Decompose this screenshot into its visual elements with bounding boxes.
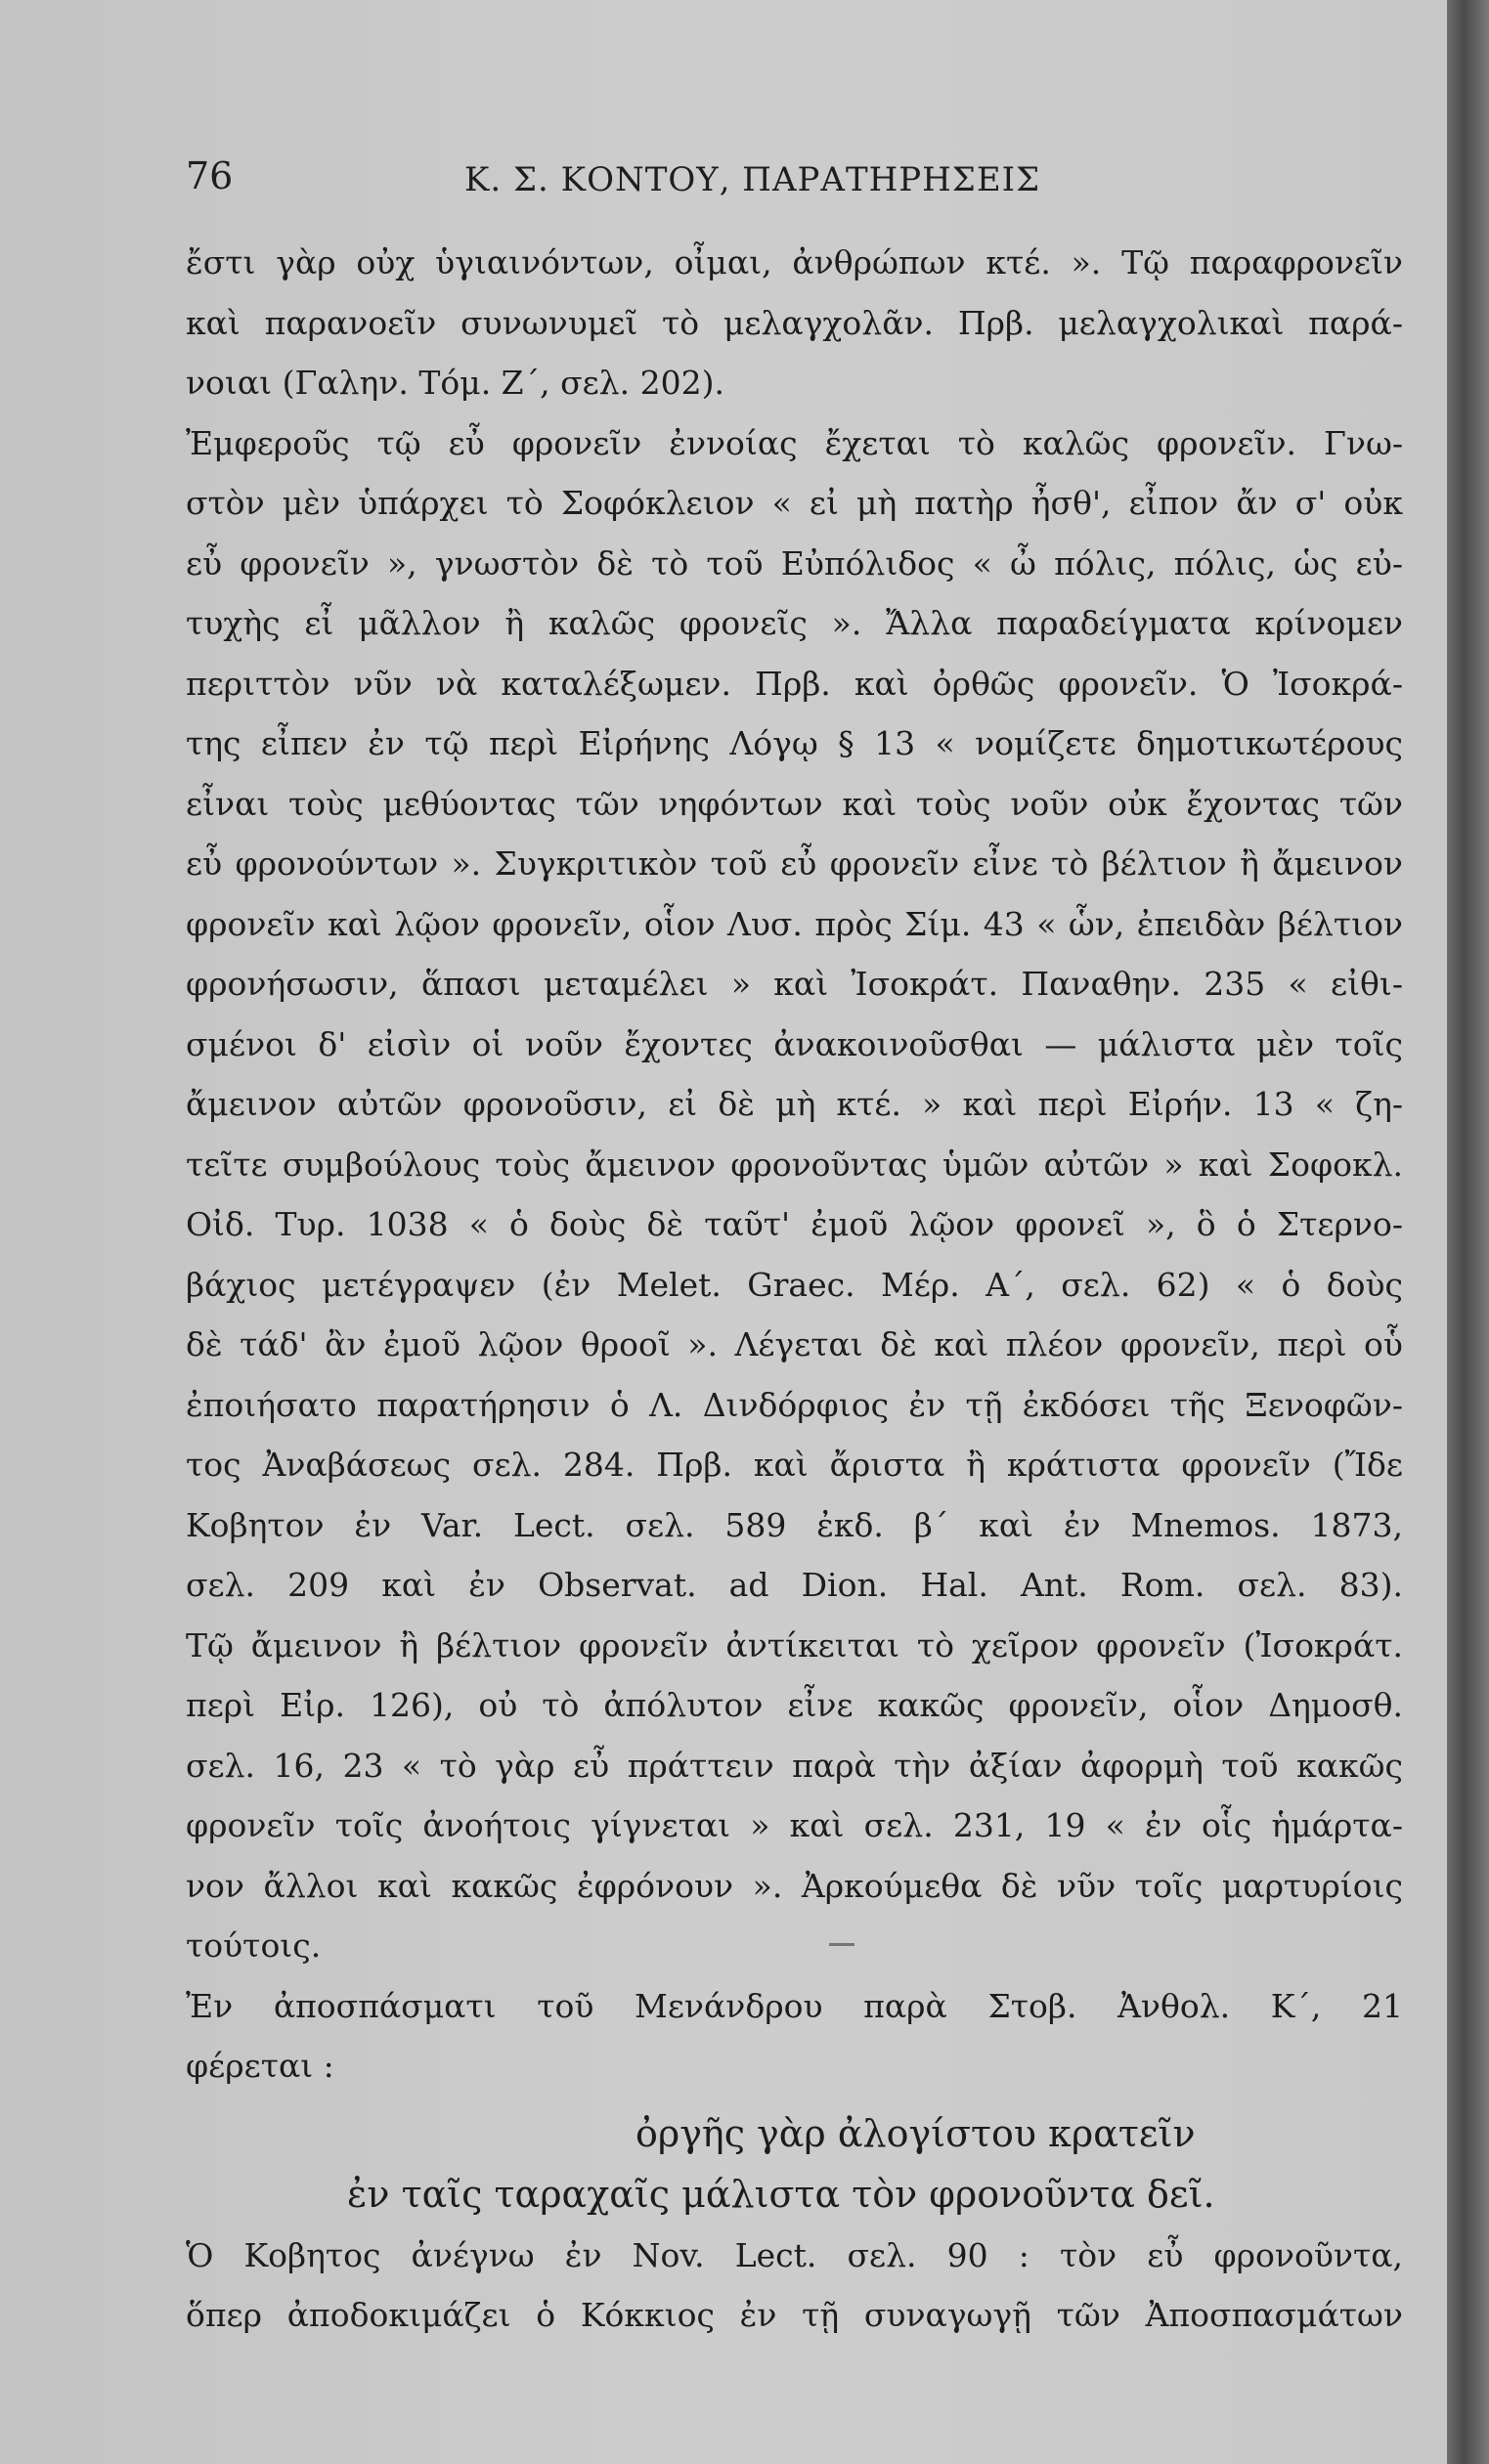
text-line: τεῖτε συμβούλους τοὺς ἄμεινον φρονοῦντας ὑμῶν αὐτῶν » καὶ Σοφοκλ. (186, 1145, 1403, 1184)
text-line: στὸν μὲν ὑπάρχει τὸ Σοφόκλειον « εἰ μὴ πατὴρ ἦσθ', εἶπον ἄν σ' οὐκ (186, 484, 1403, 522)
text-line: φρονεῖν τοῖς ἀνοήτοις γίγνεται » καὶ σελ. 231, 19 « ἐν οἷς ἡμάρτα- (186, 1806, 1403, 1844)
text-line: βάχιος μετέγραψεν (ἐν Melet. Graec. Μέρ. Α΄, σελ. 62) « ὁ δοὺς (186, 1265, 1403, 1304)
text-line: σελ. 16, 23 « τὸ γὰρ εὖ πράττειν παρὰ τὴν ἀξίαν ἀφορμὴ τοῦ κακῶς (186, 1746, 1403, 1785)
text-line: φέρεται : (186, 2047, 334, 2085)
text-line: τυχὴς εἶ μᾶλλον ἢ καλῶς φρονεῖς ». Ἄλλα παραδείγματα κρίνομεν (186, 604, 1403, 642)
page-edge-shadow (1447, 0, 1489, 2464)
text-line: Ἐμφεροῦς τῷ εὖ φρονεῖν ἐννοίας ἔχεται τὸ καλῶς φρονεῖν. Γνω- (186, 423, 1403, 462)
text-line: ἐποιήσατο παρατήρησιν ὁ Λ. Δινδόρφιος ἐν τῇ ἐκδόσει τῆς Ξενοφῶν- (186, 1385, 1403, 1424)
text-line: περιττὸν νῦν νὰ καταλέξωμεν. Πρβ. καὶ ὀρθῶς φρονεῖν. Ὁ Ἰσοκρά- (186, 664, 1403, 703)
text-line: εἶναι τοὺς μεθύοντας τῶν νηφόντων καὶ τοὺς νοῦν οὐκ ἔχοντας τῶν (186, 784, 1403, 823)
text-line: εὖ φρονούντων ». Συγκριτικὸν τοῦ εὖ φρονεῖν εἶνε τὸ βέλτιον ἢ ἄμεινον (186, 844, 1403, 883)
text-line: τούτοις. (186, 1926, 322, 1965)
page-header (186, 154, 1261, 213)
body-text (186, 233, 1403, 2346)
running-head: Κ. Σ. ΚΟΝΤΟΥ, ΠΑΡΑΤΗΡΗΣΕΙΣ (464, 160, 1041, 199)
verse-line: ὀργῆς γὰρ ἀλογίστου κρατεῖν (635, 2111, 1196, 2155)
text-line: νον ἄλλοι καὶ κακῶς ἐφρόνουν ». Ἀρκούμεθα δὲ νῦν τοῖς μαρτυρίοις (186, 1866, 1403, 1905)
page-number: 76 (186, 154, 234, 197)
text-line: Ὁ Κοβητος ἀνέγνω ἐν Nov. Lect. σελ. 90 : τὸν εὖ φρονοῦντα, (186, 2235, 1403, 2274)
text-line: τος Ἀναβάσεως σελ. 284. Πρβ. καὶ ἄριστα ἢ κράτιστα φρονεῖν (Ἴδε (186, 1446, 1403, 1484)
text-line: Κοβητον ἐν Var. Lect. σελ. 589 ἐκδ. β΄ καὶ ἐν Mnemos. 1873, (186, 1505, 1403, 1544)
text-line: ὅπερ ἀποδοκιμάζει ὁ Κόκκιος ἐν τῇ συναγωγῇ τῶν Ἀποσπασμάτων (186, 2296, 1403, 2334)
text-line: ἔστι γὰρ οὐχ ὑγιαινόντων, οἶμαι, ἀνθρώπων κτέ. ». Τῷ παραφρονεῖν (186, 243, 1403, 281)
text-line: καὶ παρανοεῖν συνωνυμεῖ τὸ μελαγχολᾶν. Πρβ. μελαγχολικαὶ παρά- (186, 303, 1403, 342)
text-line: Οἰδ. Τυρ. 1038 « ὁ δοὺς δὲ ταῦτ' ἐμοῦ λῷον φρονεῖ », ὃ ὁ Στερνο- (186, 1205, 1403, 1243)
ink-mark (829, 1943, 854, 1946)
text-line: εὖ φρονεῖν », γνωστὸν δὲ τὸ τοῦ Εὐπόλιδος « ὦ πόλις, πόλις, ὡς εὐ- (186, 543, 1403, 583)
text-line: σμένοι δ' εἰσὶν οἱ νοῦν ἔχοντες ἀνακοινοῦσθαι — μάλιστα μὲν τοῖς (186, 1024, 1403, 1063)
text-line: της εἶπεν ἐν τῷ περὶ Εἰρήνης Λόγῳ § 13 « νομίζετε δημοτικωτέρους (186, 724, 1403, 762)
text-line: φρονήσωσιν, ἅπασι μεταμέλει » καὶ Ἰσοκράτ. Παναθην. 235 « εἰθι- (186, 965, 1403, 1003)
verse-line: ἐν ταῖς ταραχαῖς μάλιστα τὸν φρονοῦντα δεῖ. (347, 2172, 1215, 2216)
text-line: Τῷ ἄμεινον ἢ βέλτιον φρονεῖν ἀντίκειται τὸ χεῖρον φρονεῖν (Ἰσοκράτ. (186, 1625, 1403, 1664)
text-line: δὲ τάδ' ἂν ἐμοῦ λῷον θροοῖ ». Λέγεται δὲ καὶ πλέον φρονεῖν, περὶ οὗ (186, 1325, 1403, 1363)
text-line: Ἐν ἀποσπάσματι τοῦ Μενάνδρου παρὰ Στοβ. Ἀνθολ. Κ΄, 21 (186, 1986, 1403, 2025)
text-line: ἄμεινον αὐτῶν φρονοῦσιν, εἰ δὲ μὴ κτέ. » καὶ περὶ Εἰρήν. 13 « ζη- (186, 1085, 1403, 1123)
text-line: φρονεῖν καὶ λῷον φρονεῖν, οἷον Λυσ. πρὸς Σίμ. 43 « ὧν, ἐπειδὰν βέλτιον (186, 904, 1403, 943)
text-line: περὶ Εἰρ. 126), οὐ τὸ ἀπόλυτον εἶνε κακῶς φρονεῖν, οἷον Δημοσθ. (186, 1686, 1403, 1724)
text-line: σελ. 209 καὶ ἐν Observat. ad Dion. Hal. Ant. Rom. σελ. 83). (186, 1566, 1403, 1604)
text-line: νοιαι (Γαλην. Τόμ. Ζ΄, σελ. 202). (186, 364, 724, 402)
